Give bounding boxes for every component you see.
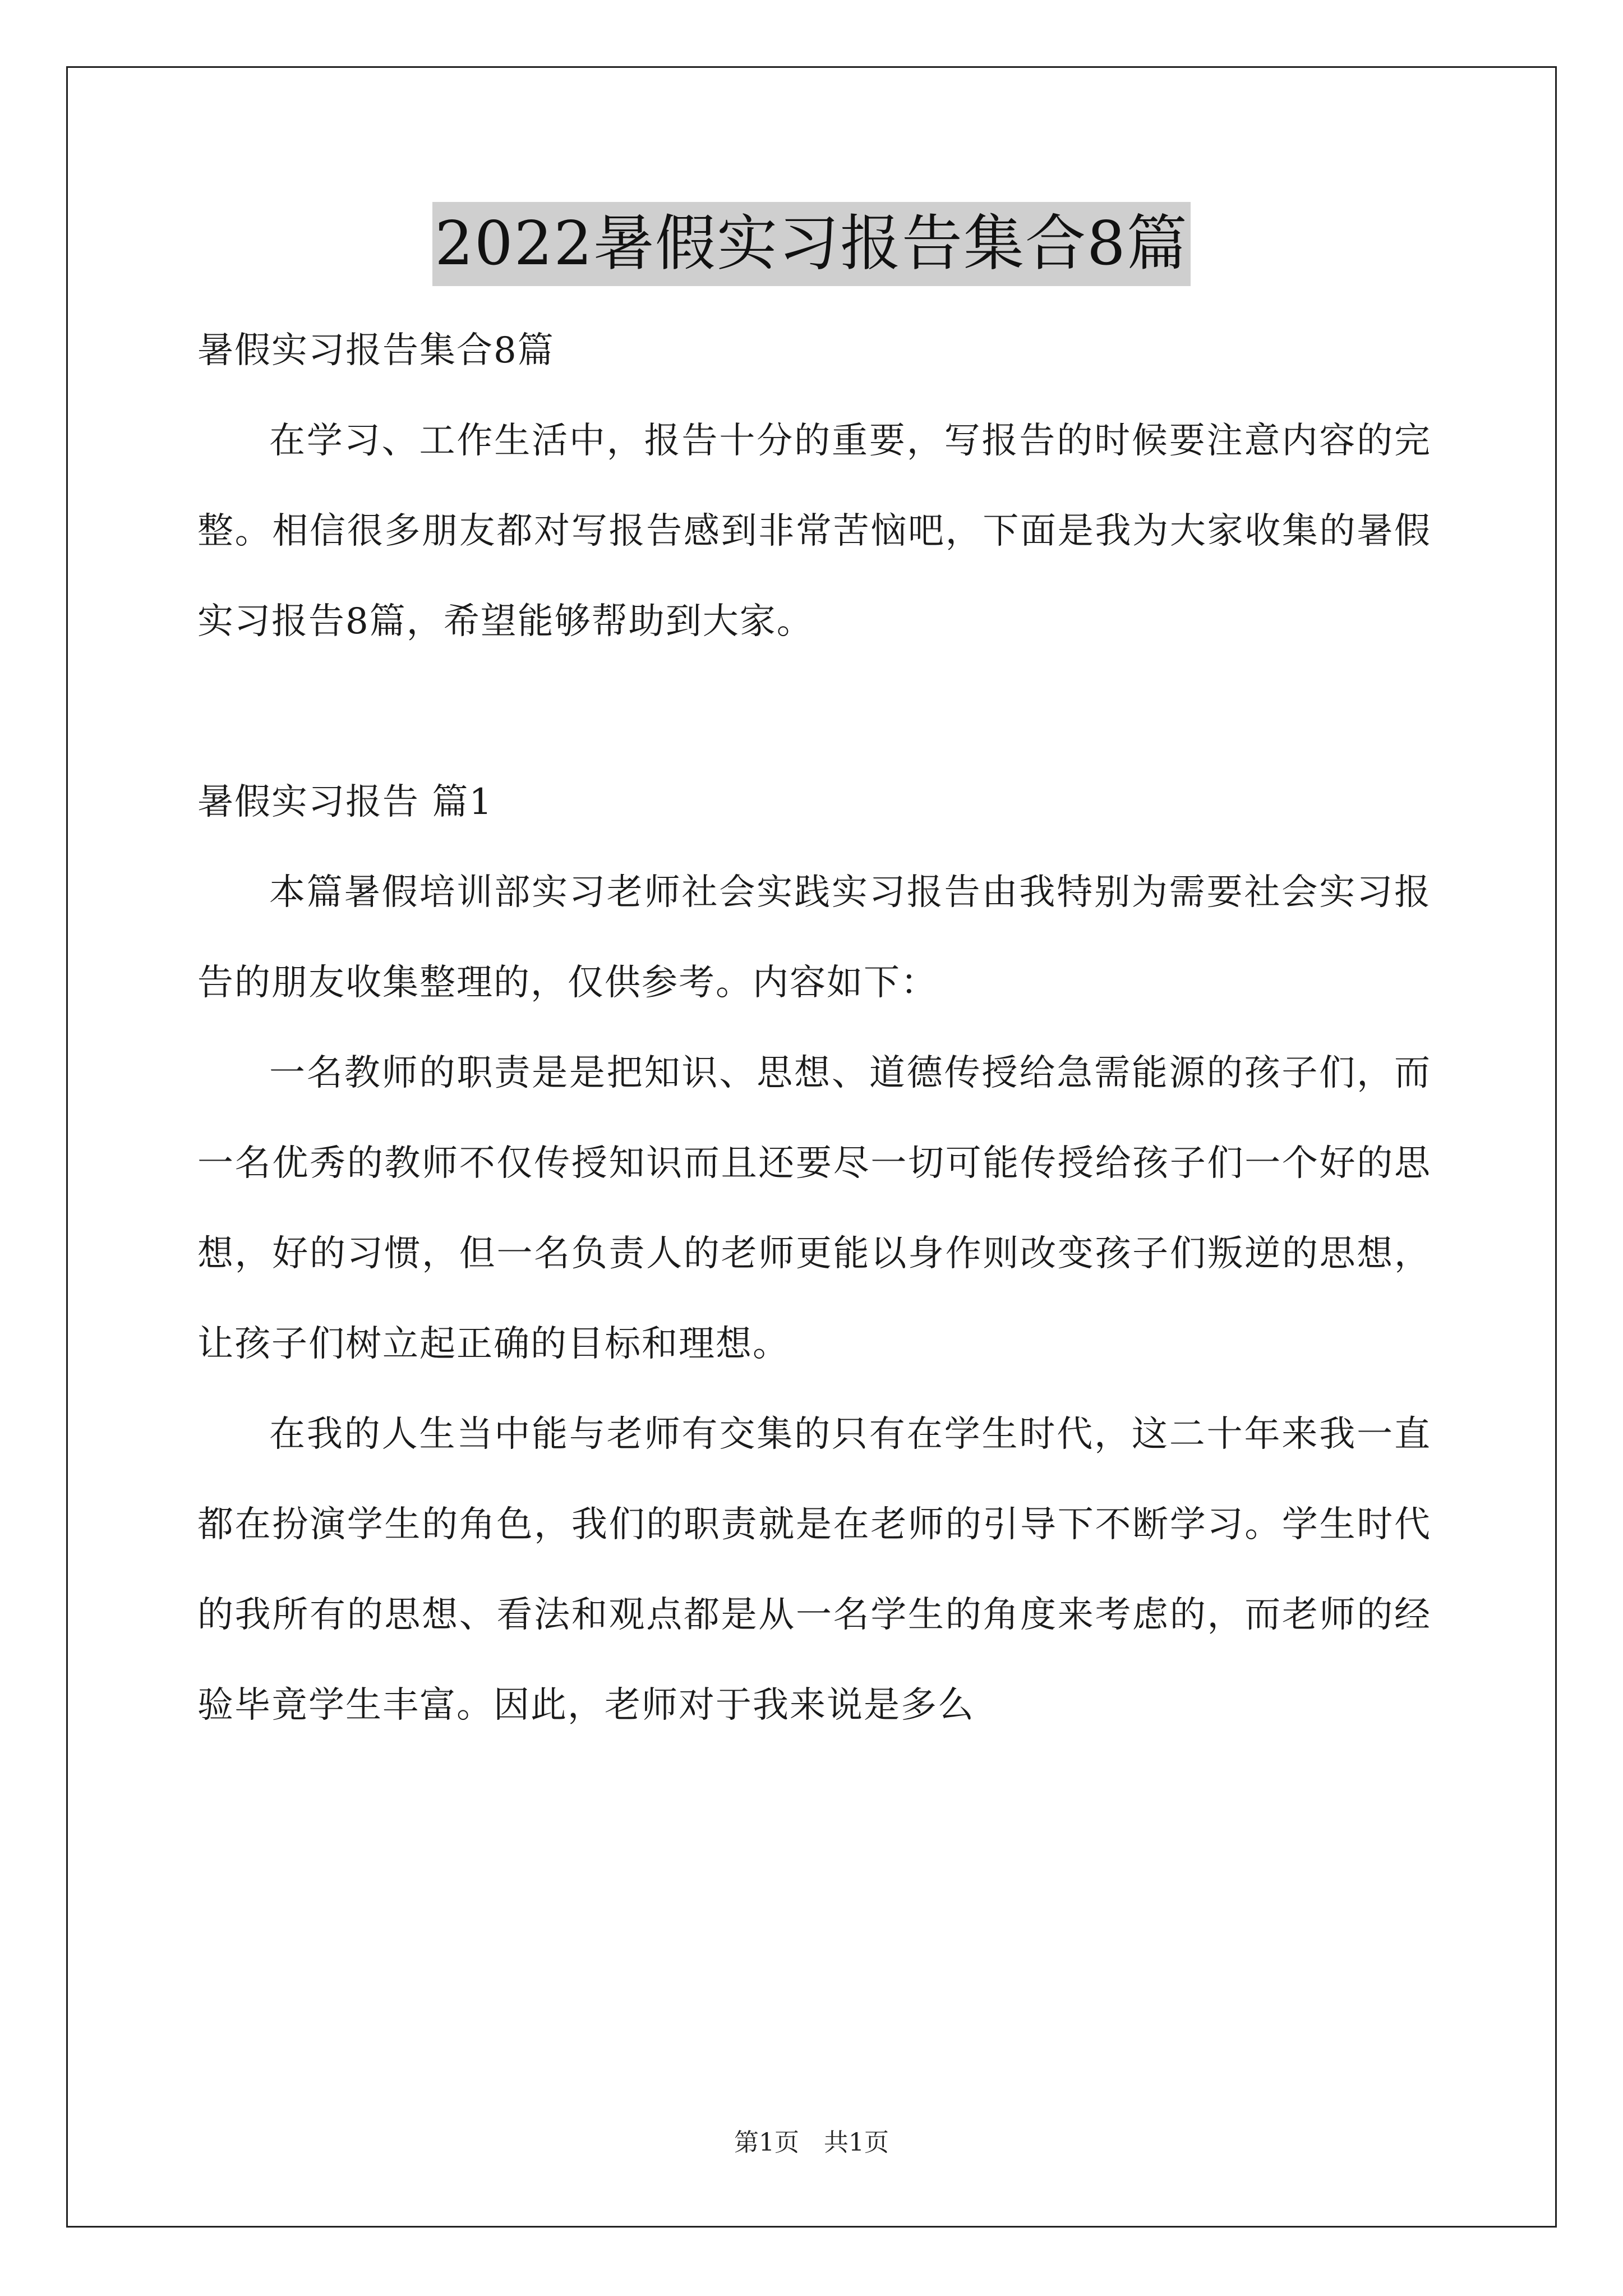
body-paragraph: 本篇暑假培训部实习老师社会实践实习报告由我特别为需要社会实习报告的朋友收集整理的，仅供参考。内容如下：	[197, 872, 1431, 1004]
page-total: 共1页	[824, 2128, 889, 2157]
section-heading: 暑假实习报告 篇1	[197, 781, 494, 823]
body-paragraph: 一名教师的职责是是把知识、思想、道德传授给急需能源的孩子们，而一名优秀的教师不仅传授知识而且还要尽一切可能传授给孩子们一个好的思想，好的习惯，但一名负责人的老师更能以身作则改变孩子们叛逆的思想，让孩子们树立起正确的目标和理想。	[197, 1052, 1431, 1365]
document-title: 2022暑假实习报告集合8篇	[432, 202, 1191, 286]
body-paragraph: 在我的人生当中能与老师有交集的只有在学生时代，这二十年来我一直都在扮演学生的角色，我们的职责就是在老师的引导下不断学习。学生时代的我所有的思想、看法和观点都是从一名学生的角度来考虑的，而老师的经验毕竟学生丰富。因此，老师对于我来说是多么	[197, 1414, 1431, 1726]
document-body	[197, 306, 1431, 1751]
title-container	[0, 202, 1623, 286]
page-footer	[0, 2126, 1623, 2160]
section-spacer	[197, 667, 1431, 757]
intro-paragraph: 在学习、工作生活中，报告十分的重要，写报告的时候要注意内容的完整。相信很多朋友都对写报告感到非常苦恼吧，下面是我为大家收集的暑假实习报告8篇，希望能够帮助到大家。	[197, 420, 1431, 642]
page-number: 第1页	[734, 2128, 799, 2157]
document-subtitle: 暑假实习报告集合8篇	[197, 330, 555, 371]
